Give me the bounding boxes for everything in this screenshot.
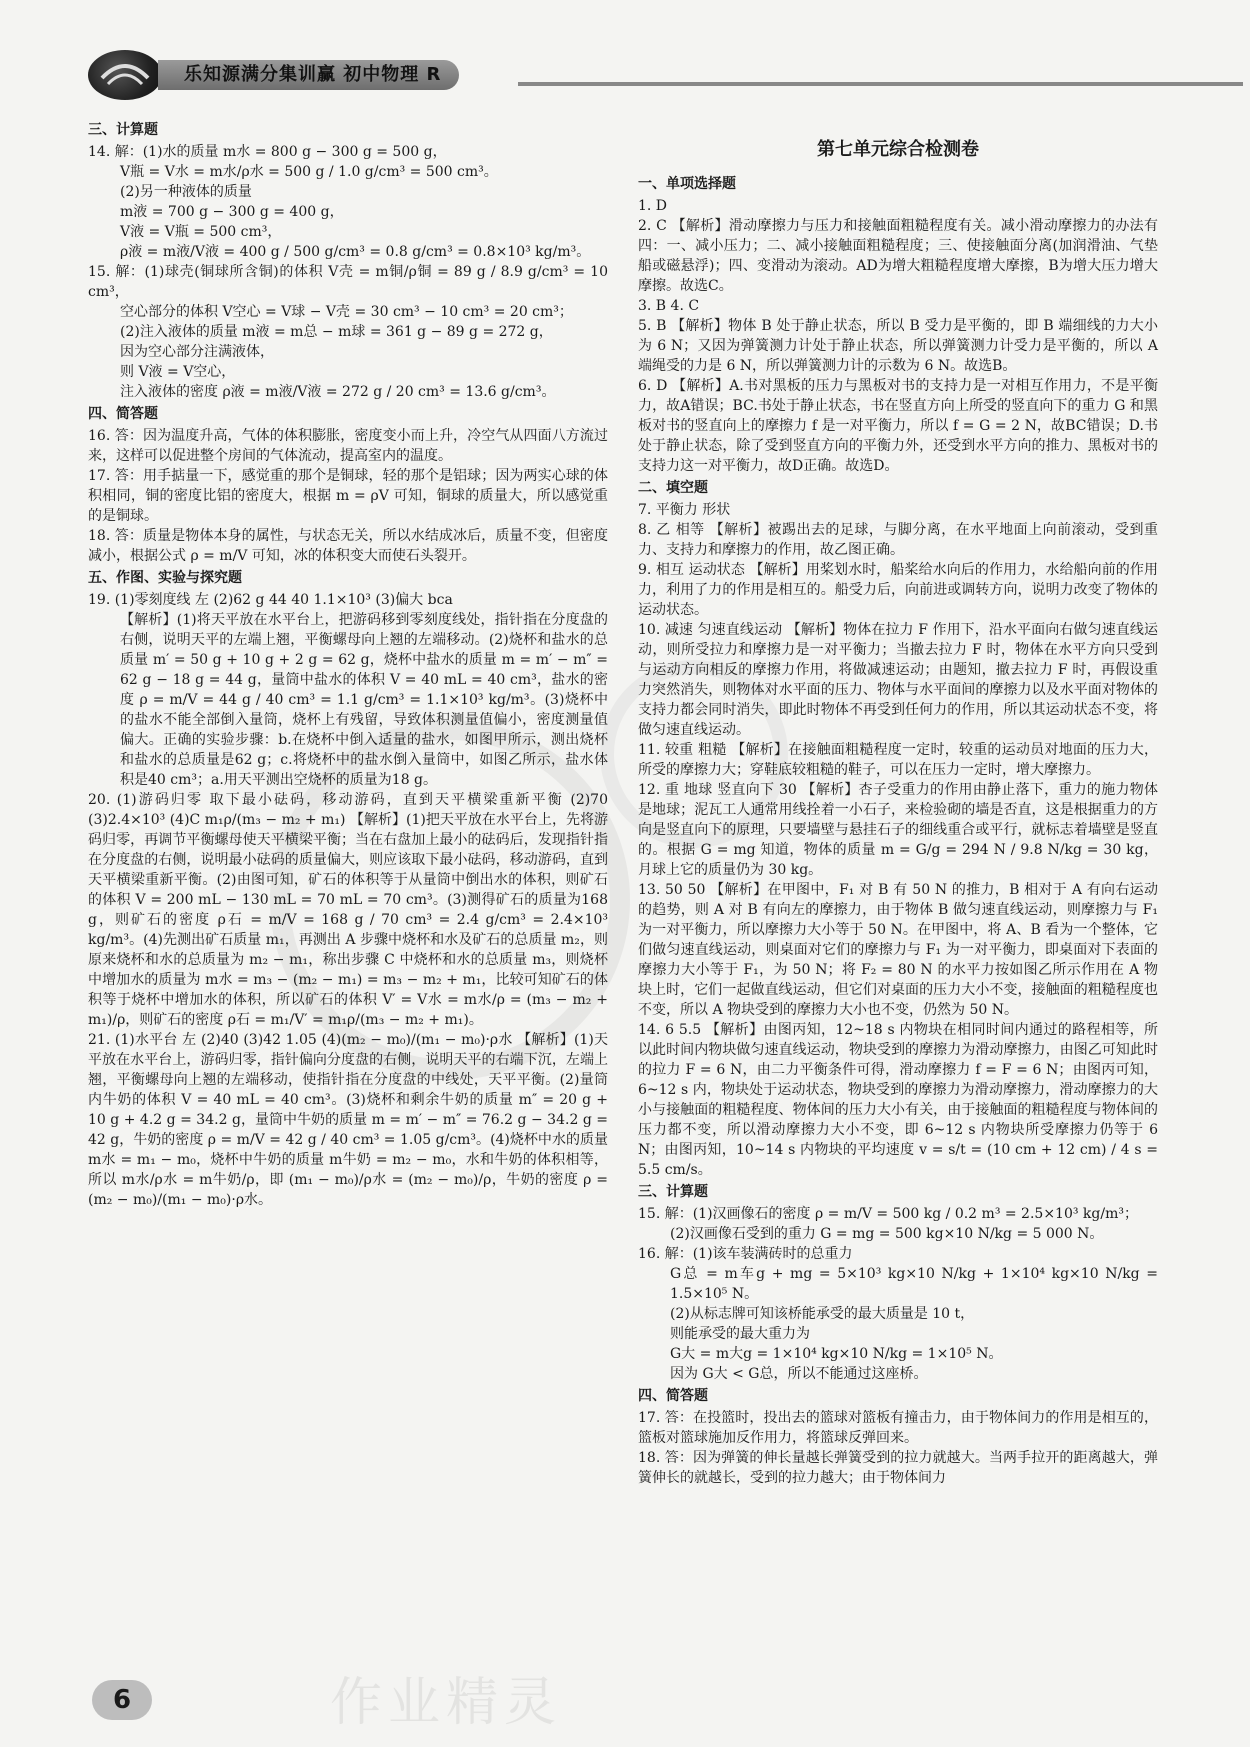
- answer-line: V液 = V瓶 = 500 cm³，: [120, 224, 282, 240]
- section-heading: 五、作图、实验与探究题: [88, 570, 242, 586]
- answer-line: 空心部分的体积 V空心 = V球 − V壳 = 30 cm³ − 10 cm³ = 20 cm³；: [120, 304, 573, 320]
- answer-line: m液 = 700 g − 300 g = 400 g，: [120, 204, 344, 220]
- answer-item: 17. 答：用手掂量一下，感觉重的那个是铜球，轻的那个是铝球；因为两实心球的体积相同，铜的密度比铝的密度大，根据 m = ρV 可知，铜球的质量大，所以感觉重的是铜球。: [88, 468, 608, 524]
- book-title: 乐知源满分集训赢 初中物理 R: [158, 60, 459, 90]
- answer-line: 则能承受的最大重力为: [670, 1326, 810, 1342]
- answer-item: 21. (1)水平台 左 (2)40 (3)42 1.05 (4)(m₂ − m₀)/(m₁ − m₀)·ρ水 【解析】(1)天平放在水平台上，游码归零，指针偏向分度盘的右侧，说明天平的右端下沉，左端上翘，平衡螺母向上翘的左端移动，使指针指在分度盘的中线处，天平平衡。(2)量筒内牛奶的体积 V = 40 mL = 40 cm³。(3)烧杯和剩余牛奶的质量 m″ = 20 g + 10 g + 4.2 g = 34.2 g，量筒中牛奶的质量 m = m′ − m″ = 76.2 g − 34.2 g = 42 g，牛奶的密度 ρ = m/V = 42 g / 40 cm³ = 1.05 g/cm³。(4)烧杯中水的质量 m水 = m₁ − m₀，烧杯中牛奶的质量 m牛奶 = m₂ − m₀，水和牛奶的体积相等，所以 m水/ρ水 = m牛奶/ρ，即 (m₁ − m₀)/ρ水 = (m₂ − m₀)/ρ，牛奶的密度 ρ = (m₂ − m₀)/(m₁ − m₀)·ρ水。: [88, 1032, 608, 1208]
- answer-item: 18. 答：质量是物体本身的属性，与状态无关，所以水结成冰后，质量不变，但密度减小，根据公式 ρ = m/V 可知，冰的体积变大而使石头裂开。: [88, 528, 608, 564]
- answer-item: 11. 较重 粗糙 【解析】在接触面粗糙程度一定时，较重的运动员对地面的压力大，所受的摩擦力大；穿鞋底较粗糙的鞋子，可以在压力一定时，增大摩擦力。: [638, 742, 1158, 778]
- section-heading: 四、简答题: [638, 1388, 708, 1404]
- answer-item: 16. 答：因为温度升高，气体的体积膨胀，密度变小而上升，冷空气从四面八方流过来，这样可以促进整个房间的气体流动，提高室内的温度。: [88, 428, 608, 464]
- answer-item: 20. (1)游码归零 取下最小砝码，移动游码，直到天平横梁重新平衡 (2)70 (3)2.4×10³ (4)C m₁ρ/(m₃ − m₂ + m₁) 【解析】(1)把天平放在水平台上，先将游码归零，再调节平衡螺母使天平横梁平衡；当在右盘加上最小的砝码后，发现指针指在分度盘的右侧，说明最小砝码的质量偏大，则应该取下最小砝码，移动游码，直到天平横梁重新平衡。(2)由图可知，矿石的体积等于从量筒中倒出水的体积，则矿石的体积 V = 200 mL − 130 mL = 70 mL = 70 cm³。(3)测得矿石的质量为168 g，则矿石的密度 ρ石 = m/V = 168 g / 70 cm³ = 2.4 g/cm³ = 2.4×10³ kg/m³。(4)先测出矿石质量 m₁，再测出 A 步骤中烧杯和水及矿石的总质量 m₂，则原来烧杯和水的总质量为 m₂ − m₁，称出步骤 C 中烧杯和水的总质量 m₃，则烧杯中增加水的质量为 m水 = m₃ − (m₂ − m₁) = m₃ − m₂ + m₁，比较可知矿石的体积等于烧杯中增加水的体积，所以矿石的体积 V′ = V水 = m水/ρ = (m₃ − m₂ + m₁)/ρ，则矿石的密度 ρ石 = m₁/V′ = m₁ρ/(m₃ − m₂ + m₁)。: [88, 792, 608, 1028]
- page-number: 6: [92, 1680, 152, 1720]
- answer-line: 【解析】(1)将天平放在水平台上，把游码移到零刻度线处，指针指在分度盘的右侧，说明天平的左端上翘，平衡螺母向上翘的左端移动。(2)烧杯和盐水的总质量 m′ = 50 g + 10 g + 2 g = 62 g，烧杯中盐水的质量 m = m′ − m″ = 62 g − 18 g = 44 g，量筒中盐水的体积 V = 40 mL = 40 cm³，盐水的密度 ρ = m/V = 44 g / 40 cm³ = 1.1 g/cm³ = 1.1×10³ kg/m³。(3)烧杯中的盐水不能全部倒入量筒，烧杯上有残留，导致体积测量值偏小，密度测量值偏大。正确的实验步骤：b.在烧杯中倒入适量的盐水，如图甲所示，测出烧杯和盐水的总质量是62 g；c.将烧杯中的盐水倒入量筒中，如图乙所示，盐水体积是40 cm³；a.用天平测出空烧杯的质量为18 g。: [120, 612, 608, 788]
- section-heading: 三、计算题: [638, 1184, 708, 1200]
- answer-item: 14. 解：(1)水的质量 m水 = 800 g − 300 g = 500 g，: [88, 144, 447, 160]
- answer-item: 6. D 【解析】A.书对黑板的压力与黑板对书的支持力是一对相互作用力，不是平衡力，故A错误；BC.书处于静止状态，书在竖直方向上所受的竖直向下的重力 G 和黑板对书的竖直向上的摩擦力 f 是一对平衡力，所以 f = G = 2 N，故BC错误；D.书处于静止状态，除了受到竖直方向的平衡力外，还受到水平方向的推力、黑板对书的支持力这一对平衡力，故D正确。故选D。: [638, 378, 1158, 474]
- publisher-logo: [88, 50, 162, 100]
- answer-item: 15. 解：(1)球壳(铜球所含铜)的体积 V壳 = m铜/ρ铜 = 89 g / 8.9 g/cm³ = 10 cm³，: [88, 264, 608, 300]
- answer-item: 1. D: [638, 198, 668, 214]
- answer-line: V瓶 = V水 = m水/ρ水 = 500 g / 1.0 g/cm³ = 500 cm³。: [120, 164, 498, 180]
- section-heading: 三、计算题: [88, 122, 158, 138]
- answer-line: ρ液 = m液/V液 = 400 g / 500 g/cm³ = 0.8 g/cm³ = 0.8×10³ kg/m³。: [120, 244, 591, 260]
- answer-item: 2. C 【解析】滑动摩擦力与压力和接触面粗糙程度有关。减小滑动摩擦力的办法有四：一、减小压力；二、减小接触面粗糙程度；三、使接触面分离(加润滑油、气垫船或磁悬浮)；四、变滑动为滚动。AD为增大粗糙程度增大摩擦，B为增大压力增大摩擦。故选C。: [638, 218, 1158, 294]
- answer-item: 7. 平衡力 形状: [638, 502, 731, 518]
- answer-item: 10. 减速 匀速直线运动 【解析】物体在拉力 F 作用下，沿水平面向右做匀速直线运动，则所受拉力和摩擦力是一对平衡力；当撤去拉力 F 时，物体在水平方向只受到与运动方向相反的摩擦力作用，将做减速运动；由题知，撤去拉力 F 时，再假设重力突然消失，则物体对水平面的压力、物体与水平面间的摩擦力以及水平面对物体的支持力都会同时消失，即此时物体不再受到任何力的作用，所以其运动状态不变，将做匀速直线运动。: [638, 622, 1158, 738]
- answer-item: 8. 乙 相等 【解析】被踢出去的足球，与脚分离，在水平地面上向前滚动，受到重力、支持力和摩擦力的作用，故乙图正确。: [638, 522, 1158, 558]
- page-header: [88, 50, 1243, 100]
- answer-line: (2)注入液体的质量 m液 = m总 − m球 = 361 g − 89 g = 272 g，: [120, 324, 553, 340]
- answer-item: 19. (1)零刻度线 左 (2)62 g 44 40 1.1×10³ (3)偏大 bca: [88, 592, 453, 608]
- section-heading: 一、单项选择题: [638, 176, 736, 192]
- answer-line: 则 V液 = V空心，: [120, 364, 236, 380]
- header-rule: [518, 82, 1243, 86]
- answer-item: 5. B 【解析】物体 B 处于静止状态，所以 B 受力是平衡的，即 B 端细线的力大小为 6 N；又因为弹簧测力计处于静止状态，所以弹簧测力计受力是平衡的，所以 A 端绳受的力是 6 N，所以弹簧测力计的示数为 6 N。故选B。: [638, 318, 1158, 374]
- answer-line: 注入液体的密度 ρ液 = m液/V液 = 272 g / 20 cm³ = 13.6 g/cm³。: [120, 384, 556, 400]
- answer-line: G大 = m大g = 1×10⁴ kg×10 N/kg = 1×10⁵ N。: [670, 1346, 1003, 1362]
- answer-line: 因为 G大 < G总，所以不能通过这座桥。: [670, 1366, 928, 1382]
- answer-item: 18. 答：因为弹簧的伸长量越长弹簧受到的拉力就越大。当两手拉开的距离越大，弹簧伸长的就越长，受到的拉力越大；由于物体间力: [638, 1450, 1158, 1486]
- answer-line: G总 = m车g + mg = 5×10³ kg×10 N/kg + 1×10⁴ kg×10 N/kg = 1.5×10⁵ N。: [670, 1266, 1158, 1302]
- unit-title: 第七单元综合检测卷: [817, 139, 979, 160]
- answer-item: 16. 解：(1)该车装满砖时的总重力: [638, 1246, 853, 1262]
- right-column: [638, 118, 1158, 1488]
- answer-item: 12. 重 地球 竖直向下 30 【解析】杏子受重力的作用由静止落下，重力的施力物体是地球；泥瓦工人通常用线拴着一小石子，来检验砌的墙是否直，这是根据重力的方向是竖直向下的原理，只要墙壁与悬挂石子的细线重合或平行，就标志着墙壁是竖直的。根据 G = mg 知道，物体的质量 m = G/g = 294 N / 9.8 N/kg = 30 kg，月球上它的质量仍为 30 kg。: [638, 782, 1158, 878]
- answer-line: (2)汉画像石受到的重力 G = mg = 500 kg×10 N/kg = 5 000 N。: [670, 1226, 1104, 1242]
- answer-item: 15. 解：(1)汉画像石的密度 ρ = m/V = 500 kg / 0.2 m³ = 2.5×10³ kg/m³；: [638, 1206, 1138, 1222]
- left-column: [88, 118, 608, 1210]
- answer-item: 14. 6 5.5 【解析】由图丙知，12~18 s 内物块在相同时间内通过的路程相等，所以此时间内物块做匀速直线运动，物块受到的摩擦力为滑动摩擦力，由图乙可知此时的拉力 F = 6 N，由二力平衡条件可得，滑动摩擦力 f = F = 6 N；由图丙可知，6~12 s 内，物块处于运动状态，物块受到的摩擦力为滑动摩擦力，滑动摩擦力的大小与接触面的粗糙程度、物体间的压力大小有关，由于接触面的粗糙程度与物体间的压力都不变，所以滑动摩擦力大小不变，即 6~12 s 内物块所受摩擦力仍等于 6 N；由图丙知，10~14 s 内物块的平均速度 v = s/t = (10 cm + 12 cm) / 4 s = 5.5 cm/s。: [638, 1022, 1158, 1178]
- answer-line: (2)从标志牌可知该桥能承受的最大质量是 10 t，: [670, 1306, 975, 1322]
- answer-line: (2)另一种液体的质量: [120, 184, 252, 200]
- answer-item: 9. 相互 运动状态 【解析】用桨划水时，船桨给水向后的作用力，水给船向前的作用力，利用了力的作用是相互的。船受力后，向前进或调转方向，说明力改变了物体的运动状态。: [638, 562, 1158, 618]
- answer-line: 因为空心部分注满液体，: [120, 344, 274, 360]
- answer-item: 17. 答：在投篮时，投出去的篮球对篮板有撞击力，由于物体间力的作用是相互的，篮板对篮球施加反作用力，将篮球反弹回来。: [638, 1410, 1158, 1446]
- answer-item: 3. B 4. C: [638, 298, 700, 314]
- watermark-text: 作业精灵: [330, 1673, 563, 1733]
- section-heading: 二、填空题: [638, 480, 708, 496]
- answer-item: 13. 50 50 【解析】在甲图中，F₁ 对 B 有 50 N 的推力，B 相对于 A 有向右运动的趋势，则 A 对 B 有向左的摩擦力，由于物体 B 做匀速直线运动，则摩擦力与 F₁ 为一对平衡力，所以摩擦力大小等于 50 N。在甲图中，将 A、B 看为一个整体，它们做匀速直线运动，则桌面对它们的摩擦力与 F₁ 为一对平衡力，即桌面对下表面的摩擦力大小等于 F₁，为 50 N；将 F₂ = 80 N 的水平力按如图乙所示作用在 A 物块上时，它们一起做直线运动，但它们对桌面的压力大小不变，接触面的粗糙程度也不变，所以 A 物块受到的摩擦力大小也不变，仍然为 50 N。: [638, 882, 1158, 1018]
- section-heading: 四、简答题: [88, 406, 158, 422]
